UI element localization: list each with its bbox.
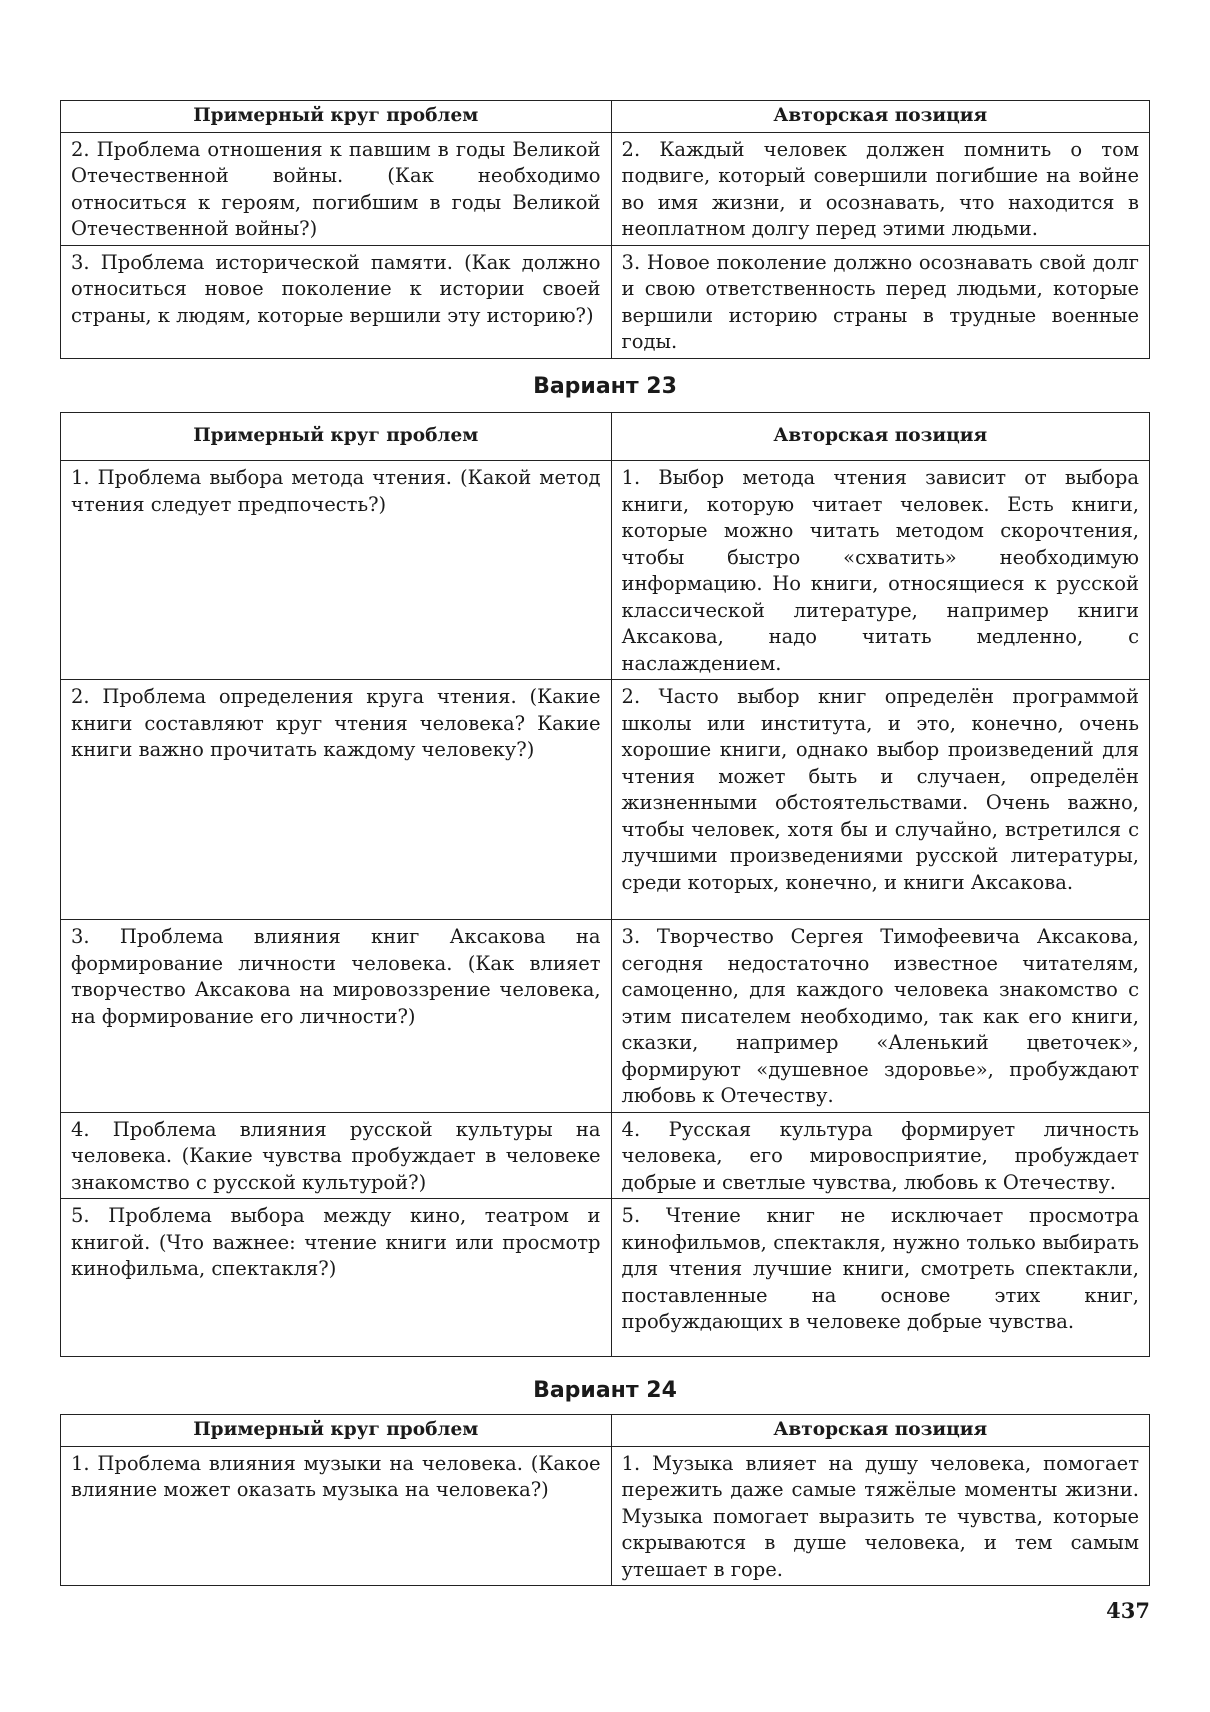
problem-cell: 1. Проблема влияния музыки на человека. (Какое влияние может оказать музыка на человека?) [61,1446,612,1586]
column-header: Авторская позиция [611,1415,1149,1447]
table-continued [60,100,1150,359]
position-cell: 5. Чтение книг не исключает просмотра кинофильмов, спектакля, нужно только выбирать для чтения лучшие книги, смотреть спектакли, поставленные на основе этих книг, пробуждающих в человеке добрые чувства. [611,1199,1149,1357]
position-cell: 3. Творчество Сергея Тимофеевича Аксакова, сегодня недостаточно известное читателям, самоценно, для каждого человека знакомство с этим писателем необходимо, так как его книги, сказки, например «Аленький цветочек», формируют «душевное здоровье», пробуждают любовь к Отечеству. [611,920,1149,1113]
problem-cell: 2. Проблема отношения к павшим в годы Великой Отечественной войны. (Как необходимо относиться к героям, погибшим в годы Великой Отечественной войны?) [61,132,612,245]
variant-24-table [60,1414,1150,1586]
position-cell: 3. Новое поколение должно осознавать свой долг и свою ответственность перед людьми, которые вершили историю страны в трудные военные годы. [611,245,1149,358]
position-cell: 2. Часто выбор книг определён программой школы или института, и это, конечно, очень хорошие книги, однако выбор произведений для чтения может быть и случаен, определён жизненными обстоятельствами. Очень важно, чтобы человек, хотя бы и случайно, встретился с лучшими произведениями русской литературы, среди которых, конечно, и книги Аксакова. [611,680,1149,920]
position-cell: 4. Русская культура формирует личность человека, его мировосприятие, пробуждает добрые и светлые чувства, любовь к Отечеству. [611,1112,1149,1199]
column-header: Авторская позиция [611,101,1149,133]
column-header: Примерный круг проблем [61,413,612,461]
problem-cell: 2. Проблема определения круга чтения. (Какие книги составляют круг чтения человека? Какие книги важно прочитать каждому человеку?) [61,680,612,920]
position-cell: 1. Музыка влияет на душу человека, помогает пережить даже самые тяжёлые моменты жизни. Музыка помогает выразить те чувства, которые скрываются в душе человека, и тем самым утешает в горе. [611,1446,1149,1586]
problem-cell: 3. Проблема влияния книг Аксакова на формирование личности человека. (Как влияет творчество Аксакова на мировоззрение человека, на формирование его личности?) [61,920,612,1113]
column-header: Примерный круг проблем [61,101,612,133]
problem-cell: 3. Проблема исторической памяти. (Как должно относиться новое поколение к истории своей страны, к людям, которые вершили эту историю?) [61,245,612,358]
column-header: Примерный круг проблем [61,1415,612,1447]
problem-cell: 4. Проблема влияния русской культуры на человека. (Какие чувства пробуждает в человеке знакомство с русской культурой?) [61,1112,612,1199]
position-cell: 2. Каждый человек должен помнить о том подвиге, который совершили погибшие на войне во имя жизни, и осознавать, что находится в неоплатном долгу перед этими людьми. [611,132,1149,245]
variant-24-title: Вариант 24 [533,1378,677,1403]
position-cell: 1. Выбор метода чтения зависит от выбора книги, которую читает человек. Есть книги, которые можно читать методом скорочтения, чтобы быстро «схватить» необходимую информацию. Но книги, относящиеся к русской классической литературе, например книги Аксакова, надо читать медленно, с наслаждением. [611,461,1149,680]
page-number: 437 [1106,1598,1150,1623]
variant-23-table [60,412,1150,1357]
column-header: Авторская позиция [611,413,1149,461]
problem-cell: 1. Проблема выбора метода чтения. (Какой метод чтения следует предпочесть?) [61,461,612,680]
variant-23-title: Вариант 23 [533,374,677,399]
problem-cell: 5. Проблема выбора между кино, театром и книгой. (Что важнее: чтение книги или просмотр кинофильма, спектакля?) [61,1199,612,1357]
